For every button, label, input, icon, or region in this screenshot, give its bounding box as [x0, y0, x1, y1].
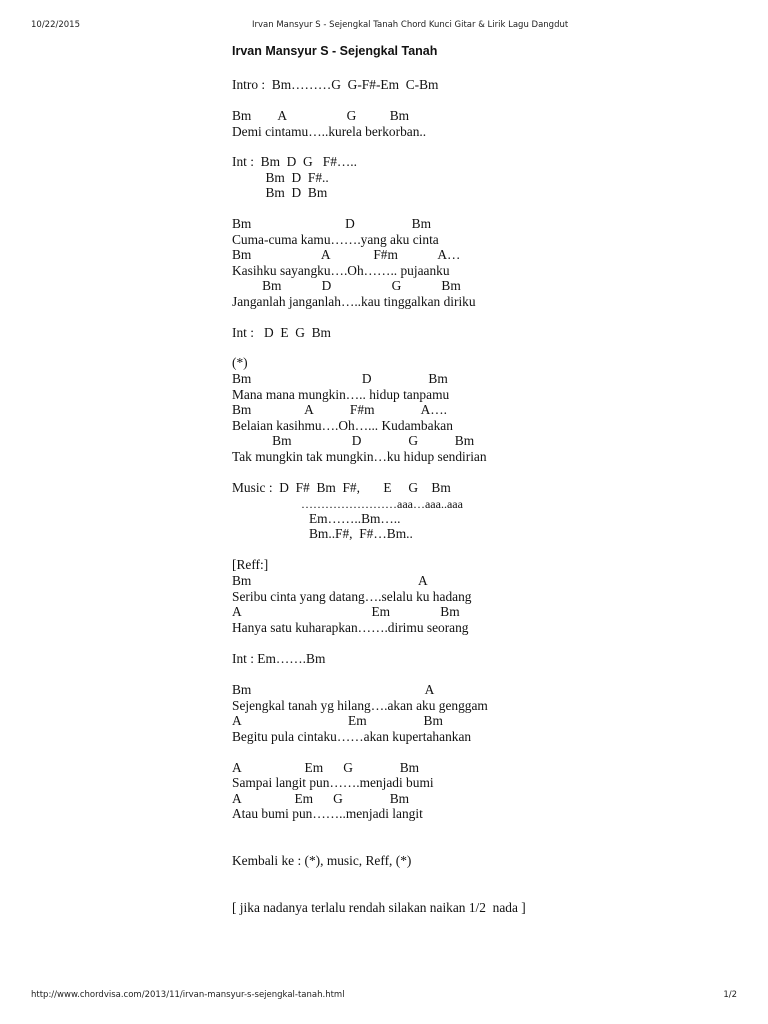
- page-number: 1/2: [723, 990, 737, 1000]
- chord-line: Bm D G Bm: [232, 278, 461, 293]
- interlude-line: Int : Bm D G F#…..: [232, 154, 357, 169]
- chord-line: Bm A F#m A…: [232, 247, 461, 262]
- lyric-line: Seribu cinta yang datang….selalu ku hadang: [232, 589, 472, 604]
- music-line: Music : D F# Bm F#, E G Bm: [232, 480, 451, 495]
- chord-line: A Em Bm: [232, 713, 443, 728]
- section-marker: (*): [232, 355, 248, 370]
- lyric-line: Sejengkal tanah yg hilang….akan aku genggam: [232, 698, 488, 713]
- lyric-line: Janganlah janganlah…..kau tinggalkan diriku: [232, 294, 476, 309]
- music-line: Bm..F#, F#…Bm..: [232, 526, 413, 541]
- chord-line: Bm A: [232, 573, 428, 588]
- music-line: ……………………aaa…aaa..aaa: [232, 497, 463, 511]
- lyric-line: Atau bumi pun……..menjadi langit: [232, 806, 423, 821]
- chord-line: Bm A G Bm: [232, 108, 410, 123]
- interlude-line: Int : Em…….Bm: [232, 651, 326, 666]
- chord-line: A Em Bm: [232, 604, 460, 619]
- interlude-line: Bm D Bm: [232, 185, 328, 200]
- chord-line: Bm A: [232, 682, 435, 697]
- chord-line: Bm A F#m A….: [232, 402, 448, 417]
- lyric-line: Mana mana mungkin….. hidup tanpamu: [232, 387, 450, 402]
- lyric-line: Belaian kasihmu….Oh…... Kudambakan: [232, 418, 453, 433]
- interlude-line: Int : D E G Bm: [232, 325, 331, 340]
- footer-url: http://www.chordvisa.com/2013/11/irvan-mansyur-s-sejengkal-tanah.html: [31, 990, 345, 1000]
- chord-line: A Em G Bm: [232, 791, 410, 806]
- header-date: 10/22/2015: [31, 20, 80, 30]
- interlude-line: Bm D F#..: [232, 170, 329, 185]
- lyric-line: Hanya satu kuharapkan…….dirimu seorang: [232, 620, 469, 635]
- repeat-instruction: Kembali ke : (*), music, Reff, (*): [232, 853, 412, 868]
- lyric-line: Cuma-cuma kamu…….yang aku cinta: [232, 232, 439, 247]
- lyric-line: Sampai langit pun…….menjadi bumi: [232, 775, 434, 790]
- page-footer: [31, 990, 737, 1004]
- chord-line: Bm D G Bm: [232, 433, 475, 448]
- intro-line: Intro : Bm………G G-F#-Em C-Bm: [232, 77, 439, 92]
- chord-line: Bm D Bm: [232, 371, 448, 386]
- section-marker: [Reff:]: [232, 557, 269, 572]
- page-header: [31, 20, 737, 34]
- lyric-line: Begitu pula cintaku……akan kupertahankan: [232, 729, 472, 744]
- song-title: Irvan Mansyur S - Sejengkal Tanah: [232, 44, 438, 58]
- chord-line: A Em G Bm: [232, 760, 420, 775]
- header-title: Irvan Mansyur S - Sejengkal Tanah Chord Kunci Gitar & Lirik Lagu Dangdut: [252, 20, 569, 30]
- chord-line: Bm D Bm: [232, 216, 432, 231]
- music-line: Em……..Bm…..: [232, 511, 401, 526]
- lyric-line: Demi cintamu…..kurela berkorban..: [232, 124, 427, 139]
- note-line: [ jika nadanya terlalu rendah silakan naikan 1/2 nada ]: [232, 900, 526, 915]
- lyric-line: Tak mungkin tak mungkin…ku hidup sendirian: [232, 449, 487, 464]
- lyric-line: Kasihku sayangku….Oh…….. pujaanku: [232, 263, 450, 278]
